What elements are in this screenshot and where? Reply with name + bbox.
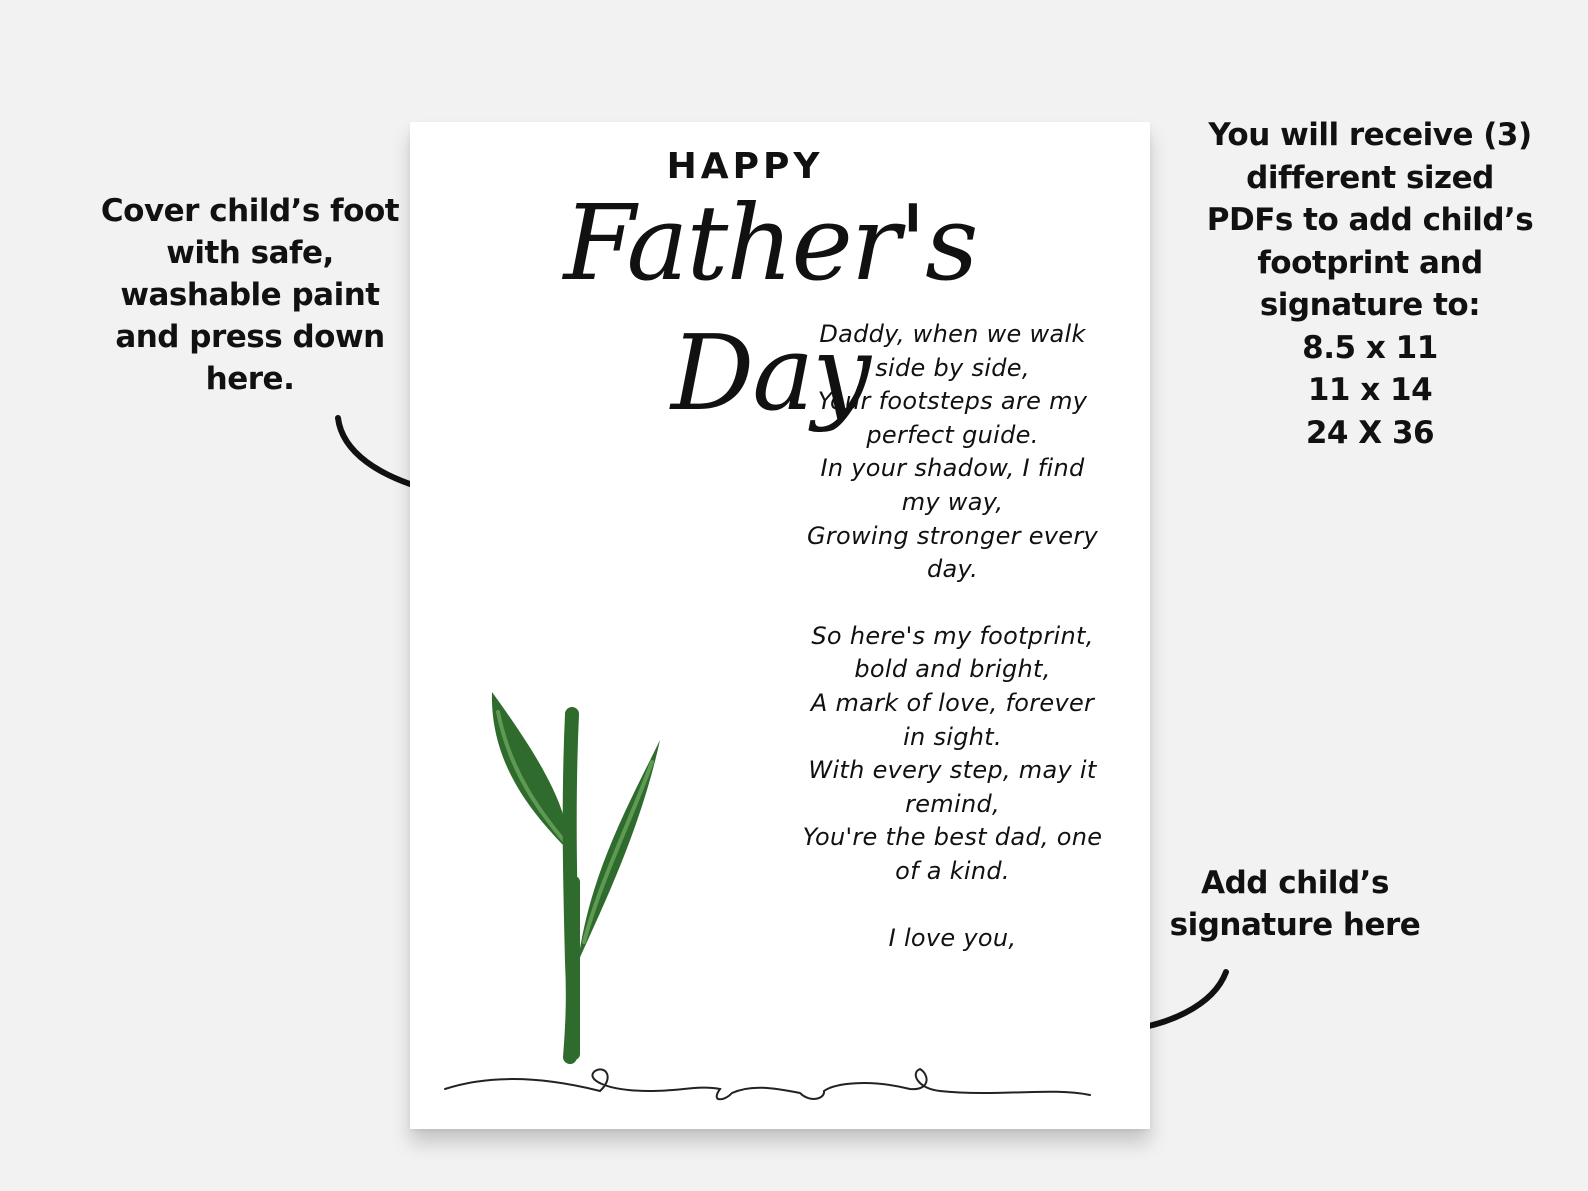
fathers-day-poster bbox=[410, 122, 1150, 1129]
poem-stanza-1: Daddy, when we walk side by side, Your footsteps are my perfect guide. In your shadow, I find my way, Growing stronger every day. bbox=[806, 320, 1099, 584]
poem-stanza-2: So here's my footprint, bold and bright, A mark of love, forever in sight. With every step, may it remind, You're the best dad, one of a kind. bbox=[802, 621, 1103, 885]
poem bbox=[790, 318, 1115, 955]
sprout-illustration bbox=[470, 682, 670, 1072]
fathers-day-title: Father's Day bbox=[563, 182, 977, 434]
footprint-instruction: Cover child’s foot with safe, washable paint and press down here. bbox=[100, 193, 400, 397]
stanza-gap bbox=[790, 889, 1115, 922]
happy-heading: HAPPY bbox=[666, 146, 824, 187]
poem-closing: I love you, bbox=[888, 923, 1017, 952]
squiggle-line-illustration bbox=[440, 1057, 1100, 1117]
signature-instruction: Add child’s signature here bbox=[1169, 865, 1421, 943]
pdf-sizes-note: You will receive (3) different sized PDFs to add child’s footprint and signature to: 8.5 x 11 11 x 14 24 X 36 bbox=[1206, 117, 1534, 451]
stanza-gap bbox=[790, 587, 1115, 620]
